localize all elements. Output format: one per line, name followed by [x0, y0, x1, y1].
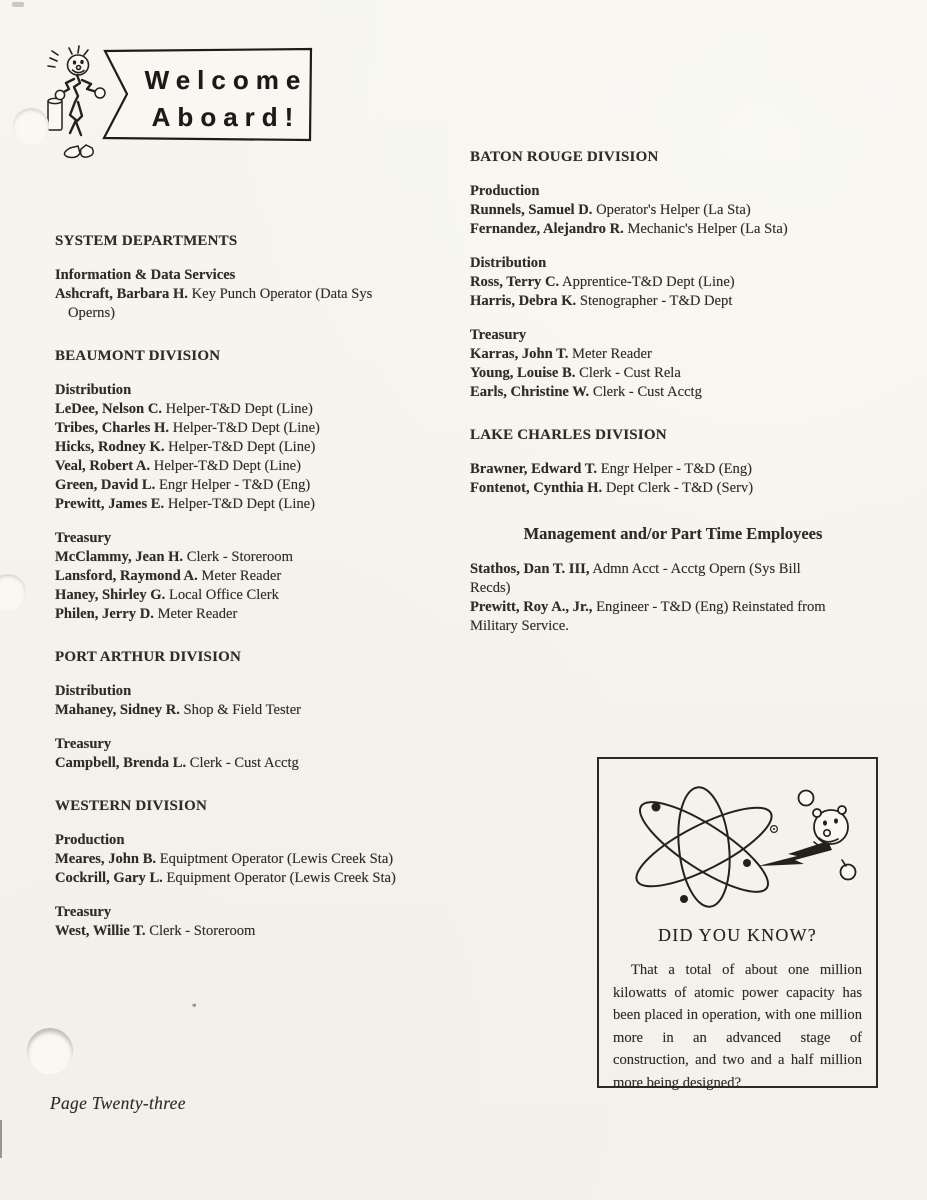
- employee-name: Fontenot, Cynthia H.: [470, 480, 603, 496]
- employee-title: Clerk - Cust Rela: [579, 365, 681, 381]
- section-baton-rouge-division: [470, 148, 876, 402]
- employee-name: Stathos, Dan T. III,: [470, 561, 590, 577]
- group-production: [470, 182, 876, 239]
- employee-entry: [470, 560, 830, 598]
- employee-name: Campbell, Brenda L.: [55, 755, 187, 771]
- group-distribution: [55, 682, 447, 720]
- employee-name: Runnels, Samuel D.: [470, 202, 593, 218]
- page-number: Page Twenty-three: [50, 1093, 186, 1113]
- banner-line-1: Welcome: [144, 65, 308, 95]
- employee-entry: [470, 598, 830, 636]
- did-you-know-heading: DID YOU KNOW?: [658, 925, 817, 945]
- employee-entry: [55, 922, 447, 941]
- employee-title: Dept Clerk - T&D (Serv): [605, 480, 754, 496]
- employee-entry: [55, 701, 447, 720]
- tiny-ink-mark: *: [192, 1002, 197, 1012]
- employee-entry: [470, 383, 876, 402]
- section-heading: PORT ARTHUR DIVISION: [55, 649, 242, 665]
- employee-entry: [55, 586, 447, 605]
- group-subheading: Production: [55, 832, 125, 848]
- employee-entry: [55, 400, 447, 419]
- banner-line-2: Aboard!: [151, 102, 301, 132]
- atom-and-mascot-illustration-icon: [612, 771, 864, 921]
- employee-name: Hicks, Rodney K.: [55, 439, 165, 455]
- group-subheading: Treasury: [55, 904, 112, 920]
- employee-name: Young, Louise B.: [470, 365, 576, 381]
- group-subheading: Production: [470, 183, 540, 199]
- employee-name: Karras, John T.: [470, 346, 569, 362]
- employee-name: Prewitt, James E.: [55, 496, 165, 512]
- employee-title: Stenographer - T&D Dept: [579, 293, 733, 309]
- employee-name: Tribes, Charles H.: [55, 420, 170, 436]
- group-lake-charles: [470, 460, 876, 498]
- employee-title: Helper-T&D Dept (Line): [167, 496, 316, 512]
- employee-title: Equipment Operator (Lewis Creek Sta): [166, 870, 396, 886]
- scan-corner-speck: [12, 2, 24, 7]
- employee-name: Fernandez, Alejandro R.: [470, 221, 624, 237]
- employee-name: Veal, Robert A.: [55, 458, 151, 474]
- employee-title: Clerk - Storeroom: [149, 923, 256, 939]
- section-heading-centered: Management and/or Part Time Employees: [523, 524, 823, 543]
- section-system-departments: [55, 232, 447, 323]
- section-heading: WESTERN DIVISION: [55, 798, 207, 814]
- section-heading: BATON ROUGE DIVISION: [470, 149, 659, 165]
- employee-title: Admn Acct - Acctg Opern (Sys Bill Recds): [470, 561, 801, 596]
- employee-title: Operator's Helper (La Sta): [596, 202, 751, 218]
- employee-title: Clerk - Cust Acctg: [189, 755, 299, 771]
- employee-name: Brawner, Edward T.: [470, 461, 598, 477]
- group-production: [55, 831, 447, 888]
- did-you-know-body: That a total of about one million kilowatts of atomic power capacity has been placed in operation, with one million more in an advanced stage of construction, and two and a half million more being designed?: [613, 962, 862, 1091]
- employee-name: Harris, Debra K.: [470, 293, 577, 309]
- employee-entry: [470, 273, 876, 292]
- group-treasury: [55, 903, 447, 941]
- employee-name: Prewitt, Roy A., Jr.,: [470, 599, 593, 615]
- group-treasury: [55, 529, 447, 624]
- group-subheading: Treasury: [55, 736, 112, 752]
- group-subheading: Distribution: [470, 255, 547, 271]
- employee-title: Engr Helper - T&D (Eng): [158, 477, 311, 493]
- banner-text: [140, 62, 312, 136]
- employee-entry: [55, 495, 447, 514]
- employee-name: Ashcraft, Barbara H.: [55, 286, 188, 302]
- employee-entry: [55, 850, 447, 869]
- employee-entry: [55, 419, 447, 438]
- employee-name: Ross, Terry C.: [470, 274, 560, 290]
- employee-name: Meares, John B.: [55, 851, 157, 867]
- group-subheading: Treasury: [55, 530, 112, 546]
- employee-title: Mechanic's Helper (La Sta): [627, 221, 788, 237]
- group-management: [470, 560, 876, 636]
- employee-title: Apprentice-T&D Dept (Line): [562, 274, 735, 290]
- employee-entry: [470, 460, 876, 479]
- group-subheading: Information & Data Services: [55, 267, 236, 283]
- employee-title: Equiptment Operator (Lewis Creek Sta): [159, 851, 394, 867]
- section-heading: BEAUMONT DIVISION: [55, 348, 221, 364]
- group-distribution: [55, 381, 447, 514]
- employee-entry: [470, 364, 876, 383]
- left-column: [55, 232, 447, 941]
- employee-title: Helper-T&D Dept (Line): [168, 439, 316, 455]
- employee-entry: [55, 754, 447, 773]
- punch-hole: [13, 108, 49, 144]
- employee-entry: [55, 457, 447, 476]
- employee-name: Cockrill, Gary L.: [55, 870, 163, 886]
- scan-edge-mark: [0, 1120, 2, 1158]
- punch-hole: [27, 1028, 73, 1074]
- employee-title: Helper-T&D Dept (Line): [153, 458, 301, 474]
- section-management-part-time: [470, 522, 876, 636]
- employee-title: Clerk - Cust Acctg: [592, 384, 702, 400]
- did-you-know-box: [597, 757, 878, 1091]
- employee-entry: [55, 605, 447, 624]
- employee-entry: [55, 438, 447, 457]
- employee-name: Lansford, Raymond A.: [55, 568, 198, 584]
- section-heading: SYSTEM DEPARTMENTS: [55, 233, 238, 249]
- employee-entry: [470, 201, 876, 220]
- employee-entry: [55, 476, 447, 495]
- employee-name: McClammy, Jean H.: [55, 549, 184, 565]
- employee-entry: [470, 220, 876, 239]
- employee-title: Clerk - Storeroom: [186, 549, 293, 565]
- employee-title: Helper-T&D Dept (Line): [172, 420, 320, 436]
- section-lake-charles-division: [470, 426, 876, 498]
- section-heading: LAKE CHARLES DIVISION: [470, 427, 667, 443]
- group-subheading: Distribution: [55, 382, 132, 398]
- employee-entry: [470, 292, 876, 311]
- section-beaumont-division: [55, 347, 447, 624]
- employee-title: Key Punch Operator (Data Sys Operns): [68, 286, 373, 321]
- employee-entry: [470, 479, 876, 498]
- employee-entry: [55, 567, 447, 586]
- right-column: [470, 148, 876, 636]
- employee-title: Engineer - T&D (Eng) Reinstated from Military Service.: [470, 599, 826, 634]
- employee-name: LeDee, Nelson C.: [55, 401, 163, 417]
- employee-name: Earls, Christine W.: [470, 384, 590, 400]
- employee-entry: [55, 548, 447, 567]
- employee-title: Helper-T&D Dept (Line): [165, 401, 313, 417]
- employee-title: Shop & Field Tester: [183, 702, 302, 718]
- employee-title: Meter Reader: [201, 568, 282, 584]
- employee-name: Philen, Jerry D.: [55, 606, 154, 622]
- section-port-arthur-division: [55, 648, 447, 773]
- group-treasury: [55, 735, 447, 773]
- group-subheading: Treasury: [470, 327, 527, 343]
- group-subheading: Distribution: [55, 683, 132, 699]
- group-treasury: [470, 326, 876, 402]
- employee-name: Green, David L.: [55, 477, 156, 493]
- group-information-data-services: [55, 266, 447, 323]
- employee-title: Meter Reader: [157, 606, 238, 622]
- employee-entry: [55, 869, 447, 888]
- welcome-banner: [40, 40, 330, 165]
- employee-title: Local Office Clerk: [168, 587, 279, 603]
- section-western-division: [55, 797, 447, 941]
- employee-name: Mahaney, Sidney R.: [55, 702, 180, 718]
- employee-title: Meter Reader: [572, 346, 652, 362]
- employee-name: Haney, Shirley G.: [55, 587, 166, 603]
- employee-entry: [470, 345, 876, 364]
- employee-entry: [55, 285, 404, 323]
- employee-name: West, Willie T.: [55, 923, 146, 939]
- group-distribution: [470, 254, 876, 311]
- punch-hole: [0, 574, 26, 610]
- employee-title: Engr Helper - T&D (Eng): [600, 461, 752, 477]
